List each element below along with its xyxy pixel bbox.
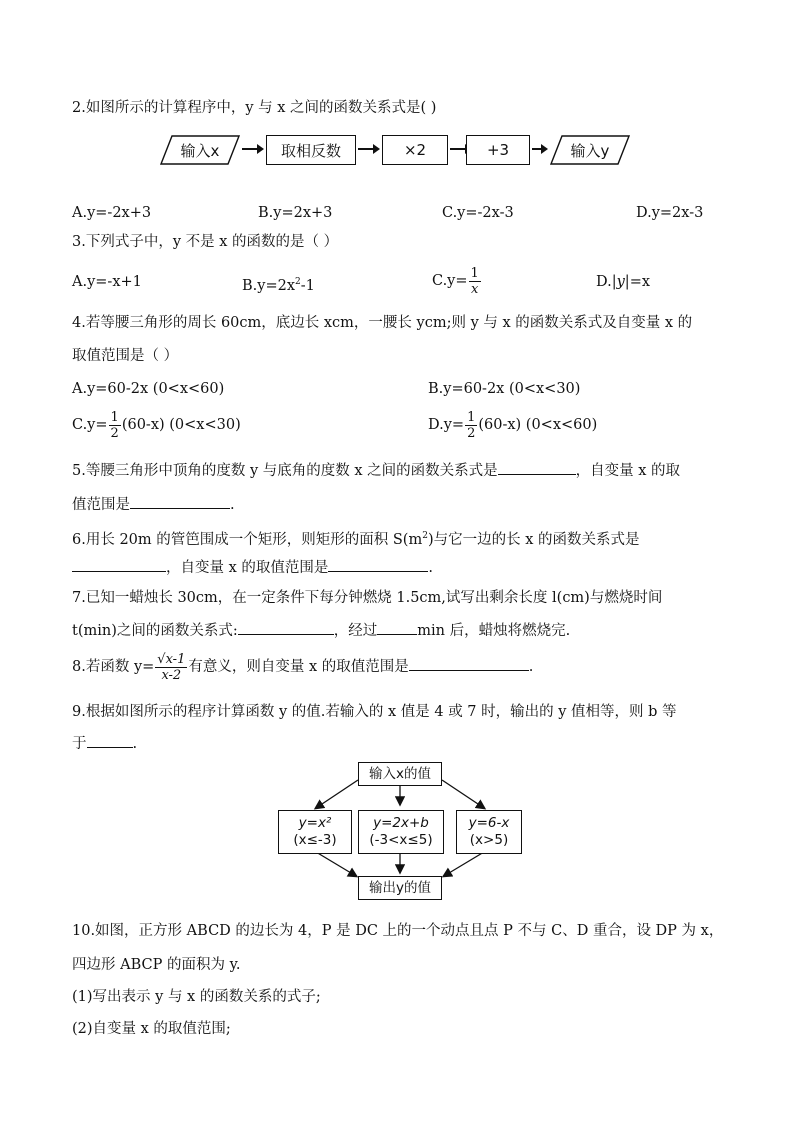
q5-line-2: 值范围是 . <box>72 494 235 515</box>
q2-option-b: B.y=2x+3 <box>258 205 333 221</box>
q2-flowchart <box>160 135 630 167</box>
q10-sub-2: (2)自变量 x 的取值范围; <box>72 1021 231 1037</box>
q8-blank[interactable] <box>409 656 529 671</box>
q9-flow-right: y=6-x (x>5) <box>456 810 522 854</box>
q6-line-1: 6.用长 20m 的管笆围成一个矩形，则矩形的面积 $S(m^2)$与它一边的长 x 的函数关系式是 <box>72 531 640 548</box>
q3-stem: 3.下列式子中，y 不是 x 的函数的是（ ） <box>72 234 339 250</box>
flow-output-y: 输入y <box>550 135 630 165</box>
q9-flow-middle: y=2x+b (-3<x≤5) <box>358 810 444 854</box>
q5-line-1: 5.等腰三角形中顶角的度数 y 与底角的度数 x 之间的函数关系式是 ，自变量 x 的取 <box>72 460 680 481</box>
flow-negate: 取相反数 <box>266 135 356 165</box>
q7-line-1: 7.已知一蜡烛长 30cm，在一定条件下每分钟燃烧 1.5cm,试写出剩余长度 l(cm)与燃烧时间 <box>72 590 663 606</box>
q9-flow-input: 输入x的值 <box>358 762 442 786</box>
q5-blank-1[interactable] <box>498 460 576 475</box>
q2-option-d: D.y=2x-3 <box>636 205 704 221</box>
q3-option-c: C.y= $\frac{1}{x}$ <box>432 265 479 297</box>
q4-stem-1: 4.若等腰三角形的周长 60cm，底边长 xcm，一腰长 ycm;则 y 与 x 的函数关系式及自变量 x 的 <box>72 315 693 331</box>
q10-line-1: 10.如图，正方形 ABCD 的边长为 4，P 是 DC 上的一个动点且点 P 不与 C、D 重合，设 DP 为 x， <box>72 923 724 939</box>
q7-line-2: t(min)之间的函数关系式: ，经过 min 后，蜡烛将燃烧完. <box>72 620 570 641</box>
q3-option-b: $B.y=2x^2-1$ <box>242 277 315 294</box>
flow-plus-3: +3 <box>466 135 530 165</box>
q10-line-2: 四边形 ABCP 的面积为 y. <box>72 957 241 973</box>
q9-flow-output: 输出y的值 <box>358 876 442 900</box>
q7-blank-2[interactable] <box>377 620 417 635</box>
q6-blank-2[interactable] <box>328 557 428 572</box>
flow-times-2: ×2 <box>382 135 448 165</box>
q7-blank-1[interactable] <box>238 620 334 635</box>
flow-arrow-1 <box>242 148 262 150</box>
q3-option-d: D.|y|=x <box>596 274 651 290</box>
q10-sub-1: (1)写出表示 y 与 x 的函数关系的式子; <box>72 989 321 1005</box>
q5-blank-2[interactable] <box>130 494 230 509</box>
q2-option-c: C.y=-2x-3 <box>442 205 514 221</box>
q3-option-a: A.y=-x+1 <box>72 274 142 290</box>
q6-line-2: ，自变量 x 的取值范围是 . <box>72 557 433 578</box>
q4-option-c: C.y= $\frac{1}{2}$ (60-x) (0<x<30) <box>72 409 241 441</box>
q4-stem-2: 取值范围是（ ） <box>72 348 179 364</box>
q8-line: 8.若函数 y= $\frac{√x-1}{x-2}$ 有意义，则自变量 x 的取值范围是 . <box>72 651 534 683</box>
q6-blank-1[interactable] <box>72 557 166 572</box>
q9-flow-left: y=x² (x≤-3) <box>278 810 352 854</box>
q9-line-2: 于 . <box>72 733 137 754</box>
q4-option-b: B.y=60-2x (0<x<30) <box>428 381 581 397</box>
flow-arrow-2 <box>358 148 378 150</box>
flow-arrow-4 <box>532 148 546 150</box>
q2-stem: 2.如图所示的计算程序中，y 与 x 之间的函数关系式是( ) <box>72 100 437 116</box>
q4-option-a: A.y=60-2x (0<x<60) <box>72 381 225 397</box>
q2-option-a: A.y=-2x+3 <box>72 205 152 221</box>
q9-line-1: 9.根据如图所示的程序计算函数 y 的值.若输入的 x 值是 4 或 7 时，输出的 y 值相等，则 b 等 <box>72 704 677 720</box>
q4-option-d: D.y= $\frac{1}{2}$ (60-x) (0<x<60) <box>428 409 598 441</box>
flow-input-x: 输入x <box>160 135 240 165</box>
q9-flowchart <box>278 760 523 900</box>
q9-blank[interactable] <box>87 733 133 748</box>
